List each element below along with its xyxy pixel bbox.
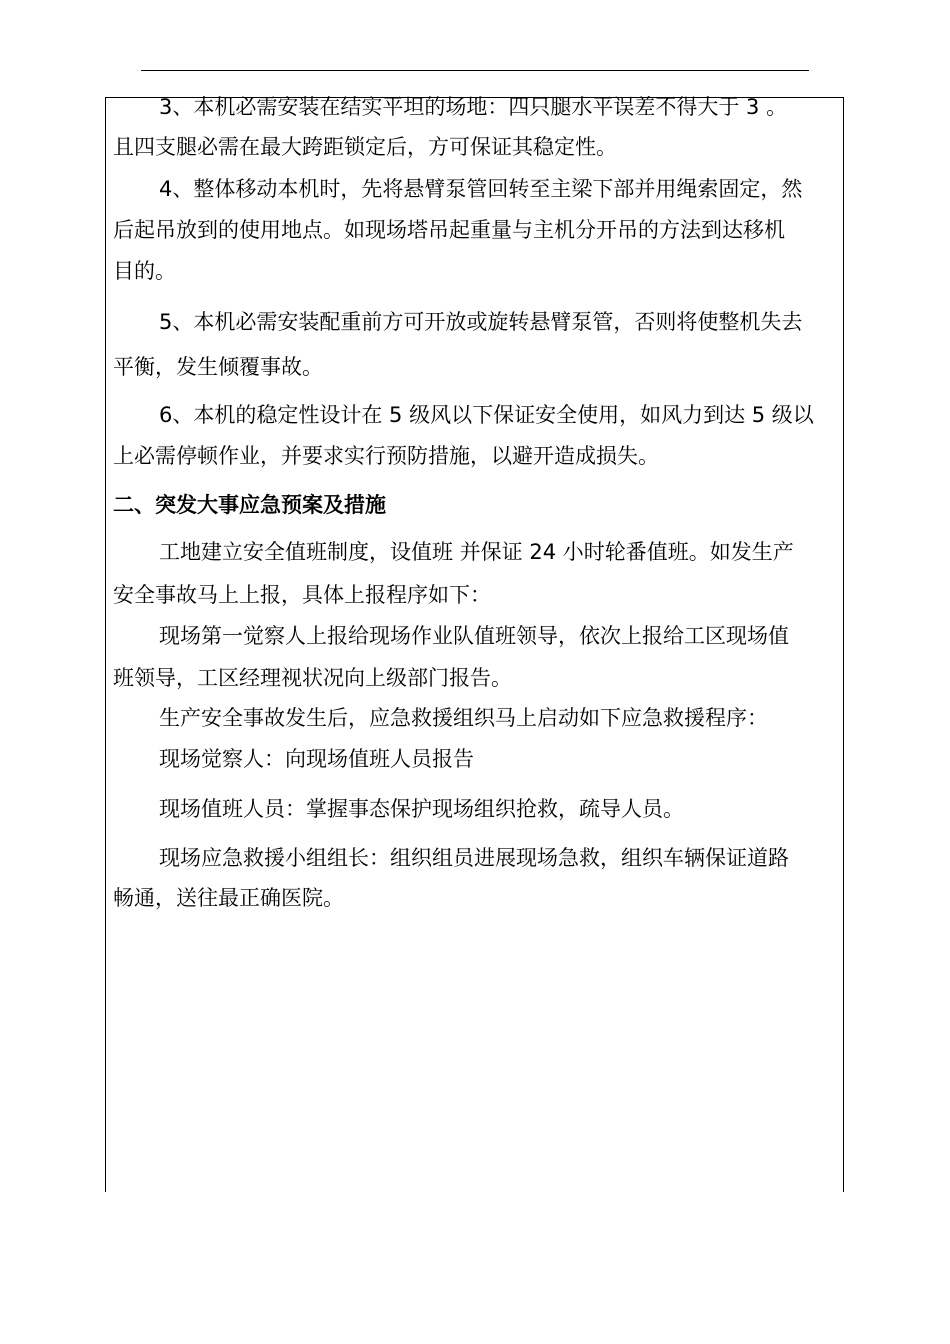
- paragraph-line: 工地建立安全值班制度，设值班 并保证 24 小时轮番值班。如发生产: [159, 540, 794, 564]
- section-heading: 二、突发大事应急预案及措施: [113, 493, 386, 517]
- header-rule: [141, 70, 809, 71]
- paragraph-line: 畅通，送往最正确医院。: [113, 886, 344, 910]
- paragraph-line: 安全事故马上上报，具体上报程序如下：: [113, 583, 491, 607]
- paragraph-line: 后起吊放到的使用地点。如现场塔吊起重量与主机分开吊的方法到达移机: [113, 218, 785, 242]
- paragraph-line: 现场应急救援小组组长：组织组员进展现场急救，组织车辆保证道路: [159, 846, 789, 870]
- paragraph-line: 现场觉察人：向现场值班人员报告: [159, 747, 474, 771]
- paragraph-line: 6、本机的稳定性设计在 5 级风以下保证安全使用，如风力到达 5 级以: [159, 403, 814, 427]
- paragraph-line: 现场值班人员：掌握事态保护现场组织抢救，疏导人员。: [159, 797, 684, 821]
- paragraph-line: 目的。: [113, 259, 176, 283]
- paragraph-line: 3、本机必需安装在结实平坦的场地：四只腿水平误差不得大于 3 。: [159, 95, 788, 119]
- paragraph-line: 上必需停顿作业，并要求实行预防措施，以避开造成损失。: [113, 444, 659, 468]
- paragraph-line: 平衡，发生倾覆事故。: [113, 355, 323, 379]
- paragraph-line: 生产安全事故发生后，应急救援组织马上启动如下应急救援程序：: [159, 706, 768, 730]
- paragraph-line: 且四支腿必需在最大跨距锁定后，方可保证其稳定性。: [113, 135, 617, 159]
- paragraph-line: 4、整体移动本机时，先将悬臂泵管回转至主梁下部并用绳索固定，然: [159, 177, 803, 201]
- paragraph-line: 现场第一觉察人上报给现场作业队值班领导，依次上报给工区现场值: [159, 624, 789, 648]
- paragraph-line: 5、本机必需安装配重前方可开放或旋转悬臂泵管，否则将使整机失去: [159, 310, 803, 334]
- paragraph-line: 班领导，工区经理视状况向上级部门报告。: [113, 666, 512, 690]
